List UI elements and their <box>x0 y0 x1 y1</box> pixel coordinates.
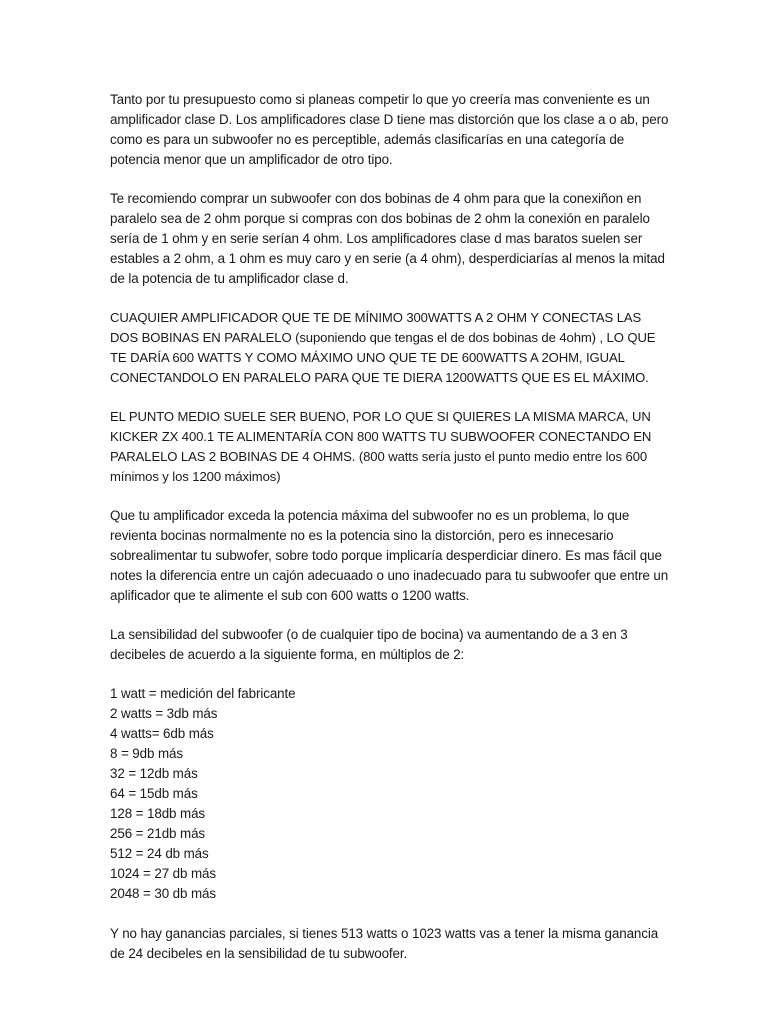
paragraph-class-d: Tanto por tu presupuesto como si planeas competir lo que yo creería mas conveniente es un amplificador clase D. Los amplificadores clase D tiene mas distorción que los clase a o ab, pero como es para un subwoofer no es perceptible, además clasificarías en una categoría de potencia menor que un amplificador de otro tipo. <box>110 92 669 167</box>
list-item: 4 watts= 6db más <box>110 726 214 741</box>
paragraph-overpower: Que tu amplificador exceda la potencia máxima del subwoofer no es un problema, lo que revienta bocinas normalmente no es la potencia sino la distorción, pero es innecesario sobrealimentar tu subwofer, sobre todo porque implicaría desperdiciar dinero. Es mas fácil que notes la diferencia entre un cajón adecuaado o uno inadecuado para tu subwoofer que entre un aplificador que te alimente el sub con 600 watts o 1200 watts. <box>110 508 669 603</box>
list-item: 256 = 21db más <box>110 826 206 841</box>
list-item: 1 watt = medición del fabricante <box>110 686 296 701</box>
paragraph-sensitivity: La sensibilidad del subwoofer (o de cualquier tipo de bocina) va aumentando de a 3 en 3 decibeles de acuerdo a la siguiente forma, en múltiplos de 2: <box>110 627 628 662</box>
paragraph-midpoint: EL PUNTO MEDIO SUELE SER BUENO, POR LO QUE SI QUIERES LA MISMA MARCA, UN KICKER ZX 400.1 TE ALIMENTARÍA CON 800 WATTS TU SUBWOOFER CONECTANDO EN PARALELO LAS 2 BOBINAS DE 4 OHMS. (800 watts sería justo el punto medio entre los 600 mínimos y los 1200 máximos) <box>110 409 652 484</box>
list-item: 128 = 18db más <box>110 806 206 821</box>
paragraph-amplifier-range: CUAQUIER AMPLIFICADOR QUE TE DE MÍNIMO 300WATTS A 2 OHM Y CONECTAS LAS DOS BOBINAS EN PARALELO (suponiendo que tengas el de dos bobinas de 4ohm) , LO QUE TE DARÍA 600 WATTS Y COMO MÁXIMO UNO QUE TE DE 600WATTS A 2OHM, IGUAL CONECTANDOLO EN PARALELO PARA QUE TE DIERA 1200WATTS QUE ES EL MÁXIMO. <box>110 310 656 385</box>
list-item: 32 = 12db más <box>110 766 198 781</box>
paragraph-dual-coil: Te recomiendo comprar un subwoofer con dos bobinas de 4 ohm para que la conexiñon en paralelo sea de 2 ohm porque si compras con dos bobinas de 2 ohm la conexión en paralelo sería de 1 ohm y en serie serían 4 ohm. Los amplificadores clase d mas baratos suelen ser estables a 2 ohm, a 1 ohm es muy caro y en serie (a 4 ohm), desperdiciarías al menos la mitad de la potencia de tu amplificador clase d. <box>110 191 665 286</box>
paragraph-closing: Y no hay ganancias parciales, si tienes 513 watts o 1023 watts vas a tener la misma ganancia de 24 decibeles en la sensibilidad de tu subwoofer. <box>110 926 659 961</box>
document-page <box>110 90 670 983</box>
list-item: 64 = 15db más <box>110 786 198 801</box>
list-item: 2 watts = 3db más <box>110 706 218 721</box>
list-item: 2048 = 30 db más <box>110 886 216 901</box>
list-item: 1024 = 27 db más <box>110 866 216 881</box>
list-item: 512 = 24 db más <box>110 846 209 861</box>
list-item: 8 = 9db más <box>110 746 183 761</box>
sensitivity-list <box>110 684 670 904</box>
